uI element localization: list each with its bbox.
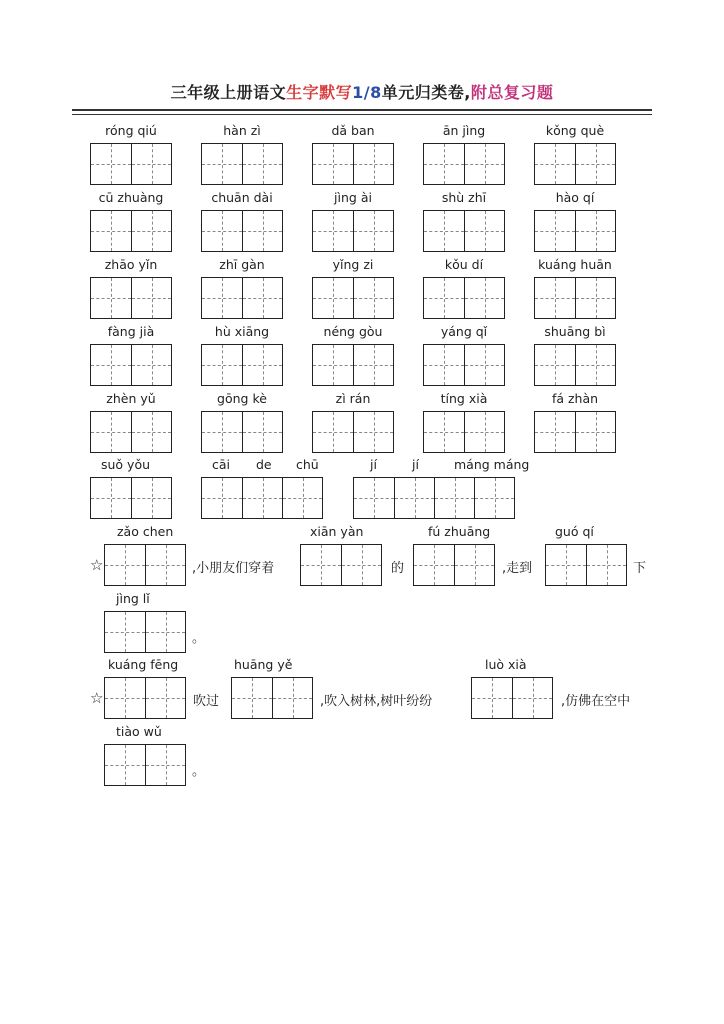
tian-cell [282, 478, 322, 518]
tian-cell [105, 745, 145, 785]
pinyin-label: néng gòu [323, 324, 383, 339]
tian-cell [575, 211, 615, 251]
tian-cell [424, 345, 464, 385]
writing-box-2[interactable] [423, 411, 505, 453]
tian-cell [313, 278, 353, 318]
tian-cell [546, 545, 586, 585]
tian-cell [353, 211, 393, 251]
writing-box-2[interactable] [201, 344, 283, 386]
tian-cell [414, 545, 454, 585]
tian-cell [474, 478, 514, 518]
writing-box-2[interactable] [534, 210, 616, 252]
title-rule-thick [72, 109, 652, 111]
tian-cell [535, 278, 575, 318]
tian-cell [202, 478, 242, 518]
pinyin-label: luò xià [485, 657, 527, 672]
tian-cell [313, 412, 353, 452]
title-part-4: 单元归类卷 [381, 83, 465, 102]
tian-cell [202, 211, 242, 251]
writing-box-2[interactable] [201, 143, 283, 185]
title-part-2: 生字默写 [286, 83, 353, 102]
tian-cell [575, 278, 615, 318]
tian-cell [242, 278, 282, 318]
writing-box-2[interactable] [104, 611, 186, 653]
sentence-text: 。 [192, 764, 206, 779]
writing-box-2[interactable] [534, 277, 616, 319]
tian-cell [341, 545, 381, 585]
pinyin-label: ān jìng [442, 123, 486, 138]
title-part-5: , [464, 83, 471, 102]
tian-cell [272, 678, 312, 718]
tian-cell [242, 211, 282, 251]
tian-cell [202, 144, 242, 184]
star-icon: ☆ [90, 556, 104, 574]
writing-box-2[interactable] [201, 210, 283, 252]
pinyin-label: zhāo yǐn [104, 257, 158, 272]
star-icon: ☆ [90, 689, 104, 707]
tian-cell [131, 211, 171, 251]
tian-cell [242, 412, 282, 452]
writing-box-3[interactable] [201, 477, 323, 519]
tian-cell [105, 612, 145, 652]
writing-box-2[interactable] [312, 210, 394, 252]
title-part-1: 三年级上册语文 [170, 83, 287, 102]
tian-cell [91, 211, 131, 251]
pinyin-label: huāng yě [234, 657, 293, 672]
pinyin-label: cāi [212, 457, 231, 472]
tian-cell [434, 478, 474, 518]
tian-cell [313, 211, 353, 251]
tian-cell [242, 345, 282, 385]
writing-box-2[interactable] [104, 544, 186, 586]
tian-cell [105, 678, 145, 718]
pinyin-label: jìng ài [334, 190, 372, 205]
pinyin-label: yǐng zi [332, 257, 374, 272]
writing-box-2[interactable] [413, 544, 495, 586]
sentence-text: ,走到 [502, 561, 533, 576]
tian-cell [575, 412, 615, 452]
tian-cell [354, 478, 394, 518]
writing-box-2[interactable] [423, 277, 505, 319]
tian-cell [575, 345, 615, 385]
title-part-3: 1/8 [352, 83, 382, 102]
tian-cell [424, 144, 464, 184]
pinyin-label: máng máng [454, 457, 530, 472]
writing-box-2[interactable] [90, 277, 172, 319]
tian-cell [91, 345, 131, 385]
writing-box-2[interactable] [90, 143, 172, 185]
tian-cell [91, 144, 131, 184]
pinyin-label: fàng jià [107, 324, 155, 339]
writing-box-2[interactable] [312, 277, 394, 319]
tian-cell [131, 144, 171, 184]
tian-cell [131, 478, 171, 518]
pinyin-label: zì rán [335, 391, 371, 406]
pinyin-label: kǒng què [545, 123, 605, 138]
sentence-text: 下 [633, 561, 647, 576]
pinyin-label: hào qí [555, 190, 595, 205]
tian-cell [301, 545, 341, 585]
tian-cell [131, 345, 171, 385]
writing-box-2[interactable] [534, 143, 616, 185]
tian-cell [424, 278, 464, 318]
pinyin-label: guó qí [555, 524, 594, 539]
writing-box-2[interactable] [545, 544, 627, 586]
tian-cell [353, 144, 393, 184]
pinyin-label: zhī gàn [219, 257, 265, 272]
pinyin-label: fú zhuāng [428, 524, 491, 539]
tian-cell [394, 478, 434, 518]
writing-box-2[interactable] [104, 744, 186, 786]
writing-box-2[interactable] [471, 677, 553, 719]
pinyin-label: chū [296, 457, 319, 472]
pinyin-label: jí [370, 457, 377, 472]
tian-cell [353, 278, 393, 318]
tian-cell [464, 345, 504, 385]
tian-cell [464, 144, 504, 184]
writing-box-2[interactable] [534, 344, 616, 386]
writing-box-2[interactable] [201, 277, 283, 319]
pinyin-label: hù xiāng [214, 324, 270, 339]
tian-cell [145, 745, 185, 785]
tian-cell [91, 412, 131, 452]
tian-cell [512, 678, 552, 718]
writing-box-2[interactable] [312, 143, 394, 185]
tian-cell [454, 545, 494, 585]
pinyin-label: shuāng bì [544, 324, 606, 339]
pinyin-label: dǎ ban [331, 123, 375, 138]
page-title [0, 80, 724, 103]
writing-box-2[interactable] [104, 677, 186, 719]
tian-cell [586, 545, 626, 585]
writing-box-2[interactable] [90, 477, 172, 519]
pinyin-label: hàn zì [223, 123, 261, 138]
pinyin-label: de [256, 457, 272, 472]
pinyin-label: zǎo chen [117, 524, 174, 539]
pinyin-label: róng qiú [105, 123, 157, 138]
tian-cell [131, 278, 171, 318]
tian-cell [242, 144, 282, 184]
tian-cell [424, 211, 464, 251]
pinyin-label: tíng xià [440, 391, 488, 406]
writing-box-2[interactable] [231, 677, 313, 719]
tian-cell [145, 678, 185, 718]
writing-box-2[interactable] [90, 411, 172, 453]
writing-box-2[interactable] [90, 210, 172, 252]
pinyin-label: suǒ yǒu [101, 457, 151, 472]
tian-cell [91, 478, 131, 518]
writing-box-2[interactable] [423, 344, 505, 386]
writing-box-4[interactable] [353, 477, 515, 519]
tian-cell [131, 412, 171, 452]
writing-box-2[interactable] [534, 411, 616, 453]
writing-box-2[interactable] [312, 344, 394, 386]
tian-cell [145, 545, 185, 585]
tian-cell [313, 345, 353, 385]
pinyin-label: jìng lǐ [116, 591, 150, 606]
sentence-text: ,小朋友们穿着 [192, 561, 275, 576]
pinyin-label: chuān dài [211, 190, 273, 205]
writing-box-2[interactable] [300, 544, 382, 586]
writing-box-2[interactable] [90, 344, 172, 386]
tian-cell [202, 345, 242, 385]
tian-cell [145, 612, 185, 652]
pinyin-label: zhèn yǔ [106, 391, 156, 406]
pinyin-label: shù zhī [441, 190, 487, 205]
title-rule-thin [72, 114, 652, 115]
pinyin-label: jí [412, 457, 419, 472]
pinyin-label: kuáng huān [538, 257, 612, 272]
tian-cell [535, 144, 575, 184]
tian-cell [232, 678, 272, 718]
writing-box-2[interactable] [423, 143, 505, 185]
sentence-text: 。 [192, 631, 206, 646]
pinyin-label: yáng qǐ [440, 324, 488, 339]
pinyin-label: gōng kè [217, 391, 267, 406]
tian-cell [464, 211, 504, 251]
sentence-text: 吹过 [193, 694, 220, 709]
tian-cell [472, 678, 512, 718]
tian-cell [535, 412, 575, 452]
tian-cell [575, 144, 615, 184]
writing-box-2[interactable] [423, 210, 505, 252]
pinyin-label: tiào wǔ [116, 724, 162, 739]
writing-box-2[interactable] [312, 411, 394, 453]
tian-cell [464, 278, 504, 318]
tian-cell [202, 412, 242, 452]
pinyin-label: fá zhàn [551, 391, 599, 406]
pinyin-label: kuáng fēng [108, 657, 179, 672]
tian-cell [242, 478, 282, 518]
tian-cell [535, 211, 575, 251]
tian-cell [105, 545, 145, 585]
sentence-text: ,仿佛在空中 [561, 694, 631, 709]
tian-cell [464, 412, 504, 452]
title-part-6: 附总复习题 [470, 83, 554, 102]
pinyin-label: kǒu dí [444, 257, 484, 272]
tian-cell [353, 412, 393, 452]
sentence-text: 的 [391, 561, 405, 576]
tian-cell [353, 345, 393, 385]
tian-cell [424, 412, 464, 452]
pinyin-label: xiān yàn [310, 524, 364, 539]
tian-cell [313, 144, 353, 184]
pinyin-label: cū zhuàng [98, 190, 164, 205]
sentence-text: ,吹入树林,树叶纷纷 [320, 694, 433, 709]
tian-cell [91, 278, 131, 318]
writing-box-2[interactable] [201, 411, 283, 453]
tian-cell [535, 345, 575, 385]
tian-cell [202, 278, 242, 318]
